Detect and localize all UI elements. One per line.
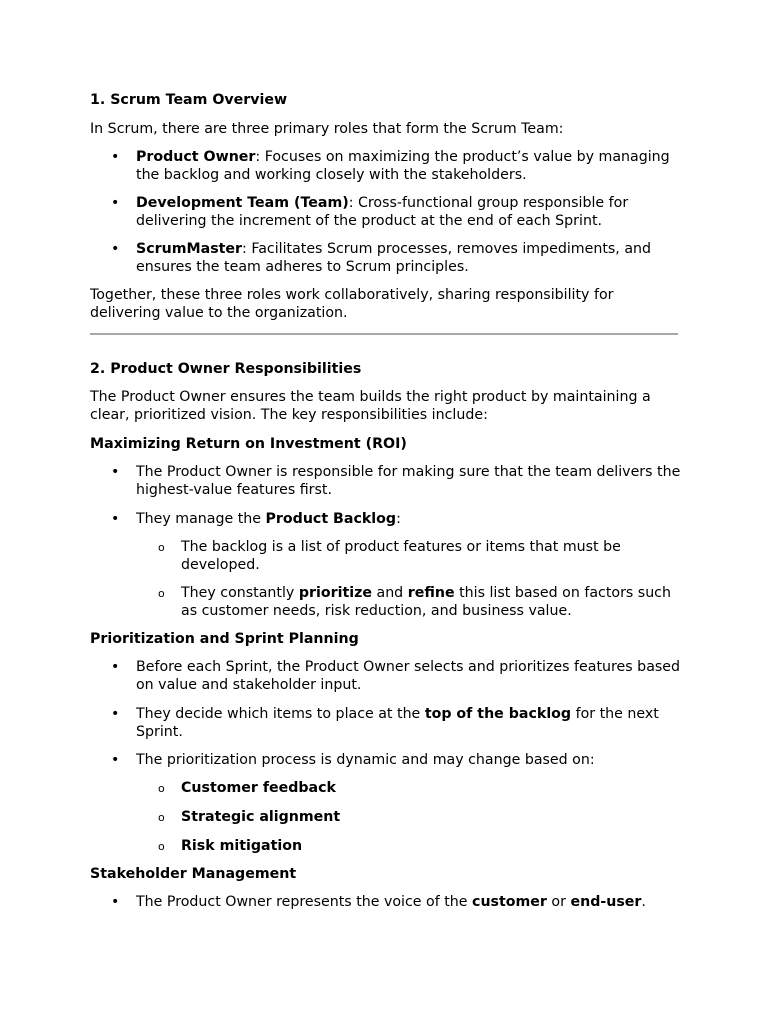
sub-bullet-icon: o: [158, 840, 165, 853]
sub-item-bold: refine: [407, 585, 455, 601]
stakeholder-heading: Stakeholder Management: [90, 866, 297, 882]
roi-item-text: :: [396, 511, 401, 527]
list-item: [90, 510, 682, 528]
sub-item-text: They constantly: [181, 585, 299, 601]
list-item: [90, 240, 682, 276]
list-item: [90, 751, 682, 769]
roi-item-text: They manage the: [136, 511, 266, 527]
roi-heading: Maximizing Return on Investment (ROI): [90, 436, 407, 452]
bullet-icon: •: [111, 752, 120, 768]
sub-list-item: [90, 538, 682, 574]
bullet-icon: •: [111, 241, 120, 257]
bullet-icon: •: [111, 195, 120, 211]
roi-item-text: The Product Owner is responsible for making sure that the team delivers the highest-value features first.: [136, 464, 681, 498]
list-item: [90, 463, 682, 499]
list-item: [90, 148, 682, 184]
sub-item-bold: prioritize: [298, 585, 372, 601]
section1-closing: Together, these three roles work collaboratively, sharing responsibility for delivering value to the organization.: [90, 287, 614, 321]
stakeholder-item-bold: end-user: [570, 894, 642, 910]
sub-list-item: [90, 779, 682, 797]
factor-label: Customer feedback: [181, 780, 336, 796]
sub-bullet-icon: o: [158, 541, 165, 554]
role-desc: : Focuses on maximizing the product’s value by managing the backlog and working closely with the stakeholders.: [136, 149, 670, 183]
stakeholder-item-text: or: [546, 894, 571, 910]
section2-heading: 2. Product Owner Responsibilities: [90, 361, 362, 377]
role-term: Development Team (Team): [136, 195, 349, 211]
section2-intro: The Product Owner ensures the team builds the right product by maintaining a clear, prioritized vision. The key responsibilities include:: [90, 389, 651, 423]
bullet-icon: •: [111, 511, 120, 527]
stakeholder-item-text: The Product Owner represents the voice of the: [136, 894, 473, 910]
planning-item-text: The prioritization process is dynamic and may change based on:: [136, 752, 595, 768]
sub-item-text: and: [371, 585, 408, 601]
roi-item-bold: Product Backlog: [265, 511, 397, 527]
factor-label: Strategic alignment: [181, 809, 341, 825]
list-item: [90, 893, 682, 911]
sub-list-item: [90, 837, 682, 855]
section1-intro: In Scrum, there are three primary roles that form the Scrum Team:: [90, 121, 564, 137]
list-item: [90, 658, 682, 694]
section1-heading: 1. Scrum Team Overview: [90, 92, 288, 108]
list-item: [90, 194, 682, 230]
bullet-icon: •: [111, 706, 120, 722]
section-divider: [90, 333, 678, 335]
sub-item-text: The backlog is a list of product features or items that must be developed.: [181, 539, 621, 573]
bullet-icon: •: [111, 659, 120, 675]
role-term: Product Owner: [136, 149, 256, 165]
sub-bullet-icon: o: [158, 811, 165, 824]
stakeholder-item-text: .: [641, 894, 646, 910]
sub-bullet-icon: o: [158, 587, 165, 600]
list-item: [90, 705, 682, 741]
factor-label: Risk mitigation: [181, 838, 303, 854]
sub-list-item: [90, 808, 682, 826]
planning-item-text: for the next Sprint.: [136, 706, 659, 740]
planning-item-bold: top of the backlog: [424, 706, 572, 722]
planning-item-text: They decide which items to place at the: [136, 706, 425, 722]
planning-heading: Prioritization and Sprint Planning: [90, 631, 359, 647]
role-desc: : Facilitates Scrum processes, removes impediments, and ensures the team adheres to Scrum principles.: [136, 241, 652, 275]
stakeholder-item-bold: customer: [472, 894, 547, 910]
bullet-icon: •: [111, 464, 120, 480]
role-term: ScrumMaster: [136, 241, 243, 257]
bullet-icon: •: [111, 894, 120, 910]
planning-item-text: Before each Sprint, the Product Owner selects and prioritizes features based on value and stakeholder input.: [136, 659, 681, 693]
role-desc: : Cross-functional group responsible for delivering the increment of the product at the end of each Sprint.: [136, 195, 629, 229]
bullet-icon: •: [111, 149, 120, 165]
sub-item-text: this list based on factors such as customer needs, risk reduction, and business value.: [181, 585, 671, 619]
sub-list-item: [90, 584, 682, 620]
sub-bullet-icon: o: [158, 782, 165, 795]
